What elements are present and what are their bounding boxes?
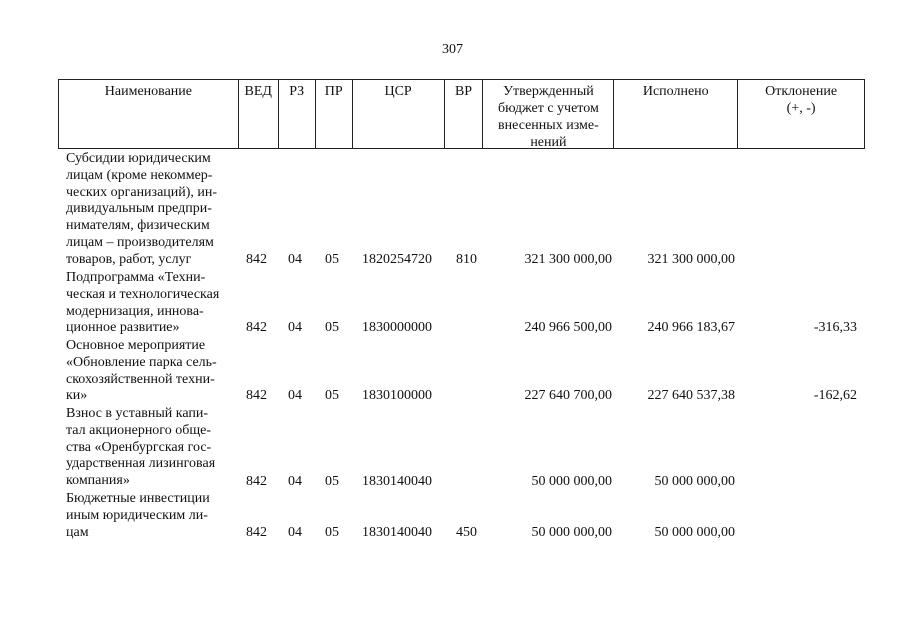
row-executed: 50 000 000,00 <box>654 474 735 489</box>
header-rz: РЗ <box>279 80 316 148</box>
row-ved: 842 <box>246 474 267 489</box>
row-deviation: -162,62 <box>813 388 857 403</box>
row-name-line: ства «Оренбургская гос- <box>66 439 212 455</box>
header-approved-line: Утвержденный <box>503 84 594 99</box>
header-approved-budget <box>483 80 614 148</box>
row-pr: 05 <box>325 320 339 335</box>
header-approved-line: бюджет с учетом <box>498 101 599 116</box>
row-approved: 50 000 000,00 <box>531 525 612 540</box>
row-name-line: компания» <box>66 473 130 489</box>
header-pr: ПР <box>316 80 353 148</box>
row-name-line: лицам (кроме некоммер- <box>66 167 213 183</box>
row-approved: 50 000 000,00 <box>531 474 612 489</box>
row-name-line: модернизация, иннова- <box>66 303 204 319</box>
row-name-line: лицам – производителям <box>66 234 214 250</box>
row-ved: 842 <box>246 320 267 335</box>
row-name-line: Взнос в уставный капи- <box>66 406 209 421</box>
row-csr: 1830140040 <box>362 525 432 540</box>
row-name-line: Субсидии юридическим <box>66 151 211 166</box>
header-deviation-line: (+, -) <box>786 101 816 116</box>
row-vr: 450 <box>456 525 477 540</box>
row-name <box>66 151 244 269</box>
row-name-line: ческая и технологическая <box>66 286 220 302</box>
row-name-line: тал акционерного обще- <box>66 422 211 438</box>
row-approved: 240 966 500,00 <box>524 320 612 335</box>
row-name-line: иным юридическим ли- <box>66 507 208 523</box>
header-approved-line: внесенных изме- <box>498 118 599 133</box>
header-deviation-line: Отклонение <box>765 84 838 99</box>
row-deviation: -316,33 <box>813 320 857 335</box>
row-ved: 842 <box>246 252 267 267</box>
row-name-line: ционное развитие» <box>66 320 180 336</box>
row-csr: 1830140040 <box>362 474 432 489</box>
row-vr: 810 <box>456 252 477 267</box>
row-rz: 04 <box>288 388 302 403</box>
row-ved: 842 <box>246 388 267 403</box>
header-executed: Исполнено <box>614 80 738 148</box>
row-name-line: скохозяйственной техни- <box>66 371 215 387</box>
header-name: Наименование <box>59 80 239 148</box>
row-name <box>66 338 244 405</box>
row-name-line: товаров, работ, услуг <box>66 251 192 267</box>
row-csr: 1830100000 <box>362 388 432 403</box>
row-name-line: Основное мероприятие <box>66 338 206 353</box>
row-executed: 227 640 537,38 <box>647 388 735 403</box>
row-executed: 50 000 000,00 <box>654 525 735 540</box>
row-rz: 04 <box>288 525 302 540</box>
row-pr: 05 <box>325 525 339 540</box>
page-number: 307 <box>442 42 463 57</box>
row-ved: 842 <box>246 525 267 540</box>
row-approved: 227 640 700,00 <box>524 388 612 403</box>
table-header <box>58 79 865 149</box>
row-rz: 04 <box>288 252 302 267</box>
row-approved: 321 300 000,00 <box>524 252 612 267</box>
row-name <box>66 406 244 490</box>
header-approved-line: нений <box>530 135 567 150</box>
row-executed: 321 300 000,00 <box>647 252 735 267</box>
row-name-line: Подпрограмма «Техни- <box>66 270 206 285</box>
header-vr: ВР <box>445 80 484 148</box>
row-name-line: ударственная лизинговая <box>66 456 216 472</box>
row-pr: 05 <box>325 388 339 403</box>
row-rz: 04 <box>288 320 302 335</box>
row-name-line: цам <box>66 524 89 540</box>
row-csr: 1830000000 <box>362 320 432 335</box>
row-name-line: ки» <box>66 388 88 404</box>
header-deviation <box>738 80 865 148</box>
header-csr: ЦСР <box>353 80 445 148</box>
row-pr: 05 <box>325 474 339 489</box>
row-csr: 1820254720 <box>362 252 432 267</box>
row-rz: 04 <box>288 474 302 489</box>
row-name-line: ческих организаций), ин- <box>66 184 218 200</box>
row-name-line: «Обновление парка сель- <box>66 354 217 370</box>
row-name <box>66 270 244 337</box>
row-pr: 05 <box>325 252 339 267</box>
row-name <box>66 491 244 541</box>
row-executed: 240 966 183,67 <box>647 320 735 335</box>
row-name-line: дивидуальным предпри- <box>66 201 212 217</box>
row-name-line: Бюджетные инвестиции <box>66 491 210 506</box>
header-ved: ВЕД <box>239 80 279 148</box>
row-name-line: нимателям, физическим <box>66 218 210 234</box>
